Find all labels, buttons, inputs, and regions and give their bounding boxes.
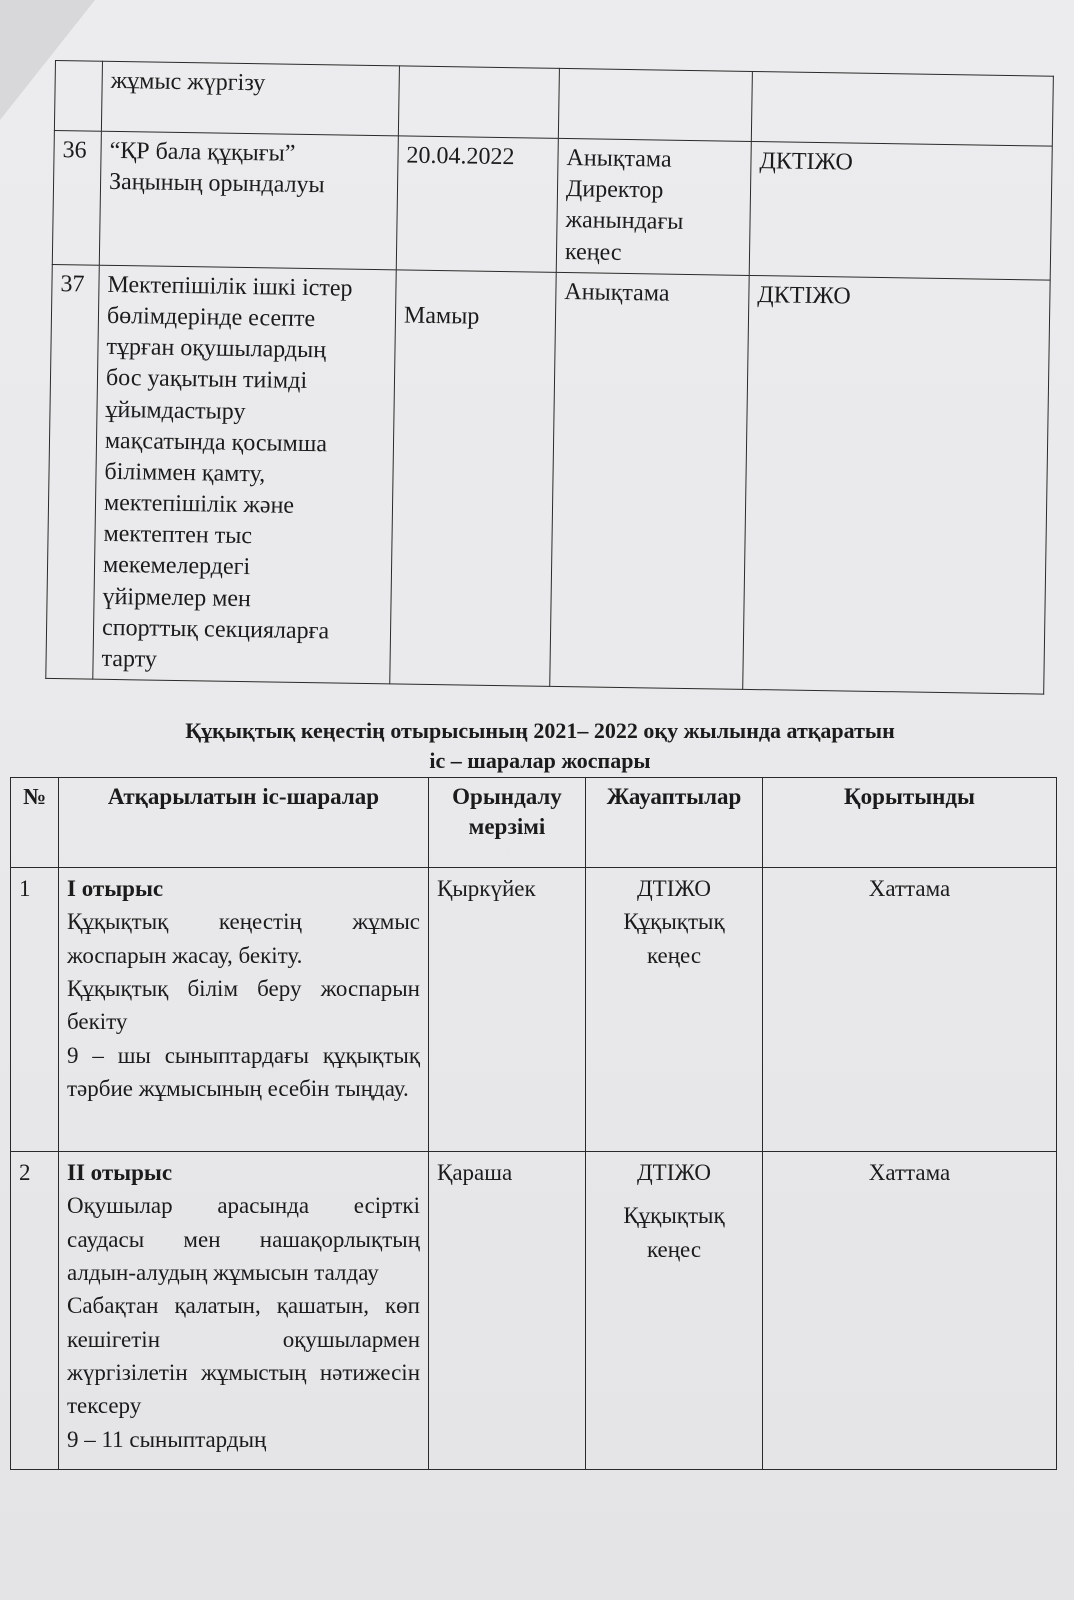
- event-cell: ІІ отырыс Оқушылар арасында есірткі саудасы мен нашақорлықтың алдын-алудың жұмысын талдау Сабақтан қалатын, қашатын, көп кешігетін оқушылармен жүргізілетін жұмыстың нәтижесін тексеру 9 – 11 сыныптардың: [59, 1152, 429, 1470]
- date-cell: Мамыр: [390, 270, 556, 687]
- header-result: Қорытынды: [763, 778, 1057, 868]
- table-row: [52, 130, 1052, 279]
- header-deadline: Орындалу мерзімі: [429, 778, 586, 868]
- row-number: 36: [52, 130, 101, 264]
- section-heading: Құқықтық кеңестің отырысының 2021– 2022 оқу жылында атқаратын: [185, 718, 895, 743]
- table-row: [46, 264, 1050, 694]
- result-cell: Хаттама: [763, 868, 1057, 1152]
- row-number: 1: [11, 868, 59, 1152]
- header-number: №: [11, 778, 59, 868]
- row-number: 37: [46, 264, 100, 679]
- deadline-cell: Қыркүйек: [429, 868, 586, 1152]
- form-cell: Анықтама Директор жанындағы кеңес: [556, 138, 751, 275]
- previous-plan-table: [45, 60, 1054, 695]
- deadline-cell: Қараша: [429, 1152, 586, 1470]
- table-row: [11, 1152, 1057, 1470]
- header-event: Атқарылатын іс-шаралар: [59, 778, 429, 868]
- section-subheading: іс – шаралар жоспары: [429, 748, 651, 773]
- row-number: [54, 61, 102, 132]
- responsible-cell: ДТІЖО Құқықтық кеңес: [586, 868, 763, 1152]
- responsible-cell: [751, 71, 1053, 146]
- row-number: 2: [11, 1152, 59, 1470]
- table-header-row: [11, 778, 1057, 868]
- event-cell: “ҚР бала құқығы” Заңының орындалуы: [99, 131, 398, 269]
- form-cell: [558, 68, 752, 141]
- responsible-cell: ДТІЖО Құқықтық кеңес: [586, 1152, 763, 1470]
- event-cell: Мектепішілік ішкі істер бөлімдерінде есепте тұрған оқушылардың бос уақытын тиімді ұйымдастыру мақсатында қосымша біліммен қамту, мектепішілік және мектептен тыс мекемелердегі үйірмелер мен спорттық секцияларға тарту: [93, 265, 396, 684]
- event-cell: І отырыс Құқықтық кеңестің жұмыс жоспарын жасау, бекіту. Құқықтық білім беру жоспарын бекіту 9 – шы сыныптардағы құқықтық тәрбие жұмысының есебін тыңдау.: [59, 868, 429, 1152]
- event-cell: жұмыс жүргізу: [101, 61, 399, 136]
- date-cell: [398, 66, 559, 139]
- result-cell: Хаттама: [763, 1152, 1057, 1470]
- responsible-cell: ДКТІЖО: [743, 275, 1050, 694]
- legal-council-plan-table: [10, 777, 1057, 1470]
- date-cell: 20.04.2022: [396, 136, 558, 272]
- table-row: [11, 868, 1057, 1152]
- header-responsible: Жауаптылар: [586, 778, 763, 868]
- responsible-cell: ДКТІЖО: [749, 141, 1052, 279]
- form-cell: Анықтама: [550, 272, 749, 689]
